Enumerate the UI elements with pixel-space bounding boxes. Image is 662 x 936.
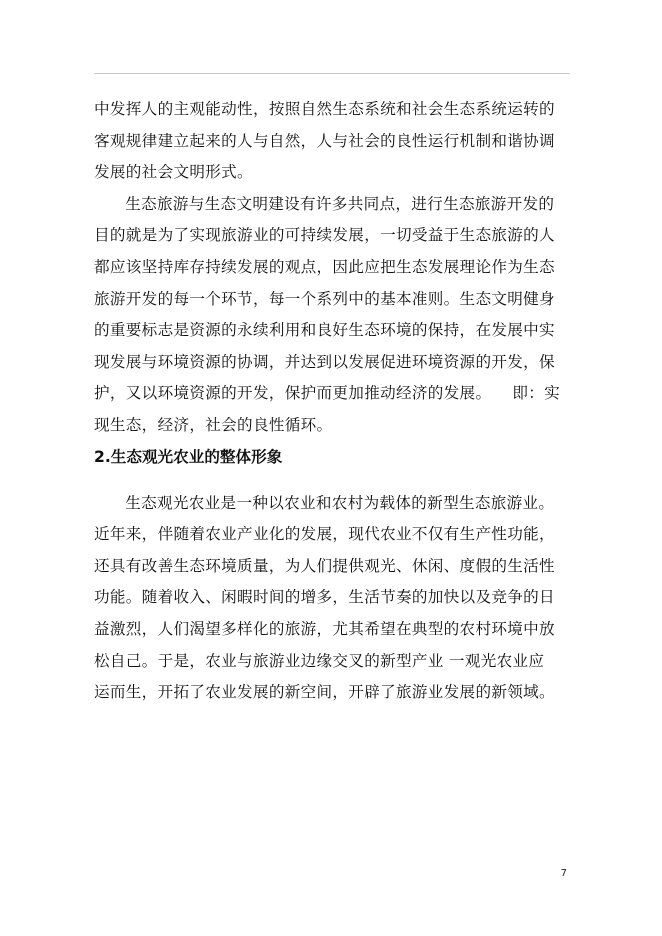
page-number: 7 (560, 868, 567, 879)
paragraph-line: 目的就是为了实现旅游业的可持续发展，一切受益于生态旅游的人 (94, 226, 555, 245)
paragraph-line: 益激烈，人们渴望多样化的旅游，尤其希望在典型的农村环境中放 (94, 619, 555, 638)
paragraph-line: 发展的社会文明形式。 (94, 163, 253, 182)
paragraph-line: 的重要标志是资源的永续利用和良好生态环境的保持，在发展中实 (94, 321, 555, 340)
section-heading: 2.生态观光农业的整体形象 (94, 447, 283, 466)
paragraph-line: 功能。随着收入、闲暇时间的增多，生活节奏的加快以及竞争的日 (94, 588, 555, 607)
paragraph-line: 松自己。于是，农业与旅游业边缘交叉的新型产业 一观光农业应 (94, 651, 545, 670)
paragraph-line: 中发挥人的主观能动性，按照自然生态系统和社会生态系统运转的 (94, 100, 555, 118)
paragraph-line: 现发展与环境资源的协调，并达到以发展促进环境资源的开发，保 (94, 352, 555, 371)
paragraph-line: 都应该坚持库存持续发展的观点，因此应把生态发展理论作为生态 (94, 257, 555, 276)
paragraph-line: 现生态，经济，社会的良性循环。 (94, 415, 333, 434)
document-body (94, 94, 570, 709)
paragraph-3 (94, 488, 570, 709)
header-rule (94, 73, 570, 74)
paragraph-line: 生态观光农业是一种以农业和农村为载体的新型生态旅游业。 (125, 493, 555, 512)
paragraph-line: 客观规律建立起来的人与自然，人与社会的良性运行机制和谐协调 (94, 131, 555, 150)
paragraph-2 (94, 189, 570, 442)
paragraph-line: 近年来，伴随着农业产业化的发展，现代农业不仅有生产性功能， (94, 525, 555, 544)
paragraph-line: 运而生，开拓了农业发展的新空间，开辟了旅游业发展的新领域。 (94, 683, 555, 702)
paragraph-line: 护，又以环境资源的开发，保护而更加推动经济的发展。 即：实 (94, 384, 561, 403)
paragraph-line: 生态旅游与生态文明建设有许多共同点，进行生态旅游开发的 (125, 194, 555, 213)
paragraph-line: 还具有改善生态环境质量，为人们提供观光、休闲、度假的生活性 (94, 556, 555, 575)
paragraph-1 (94, 94, 570, 189)
paragraph-line: 旅游开发的每一个环节，每一个系列中的基本准则。生态文明健身 (94, 289, 555, 308)
